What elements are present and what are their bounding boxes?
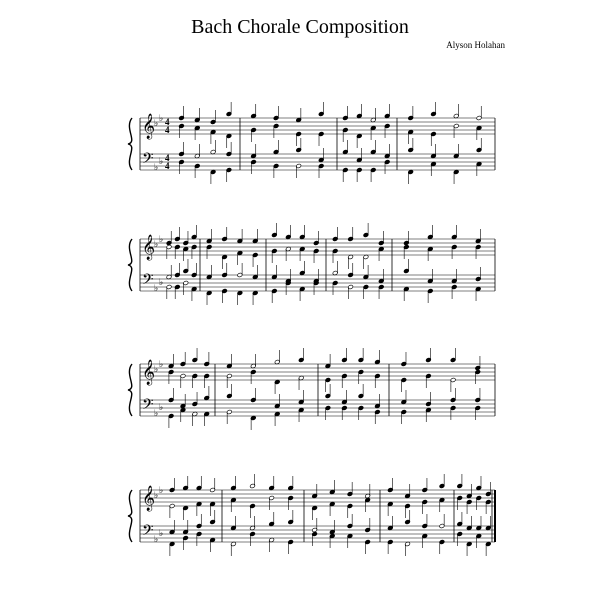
flat-icon: ♭ (159, 235, 164, 245)
flat-icon: ♭ (159, 360, 164, 370)
flat-icon: ♭ (154, 365, 159, 375)
time-signature: 4 (165, 161, 170, 171)
flat-icon: ♭ (159, 486, 164, 496)
treble-clef-icon: 𝄞 (142, 235, 156, 260)
brace (128, 118, 132, 170)
system-1 (128, 102, 495, 184)
flat-icon: ♭ (154, 491, 159, 501)
flat-icon: ♭ (154, 284, 159, 294)
treble-clef-icon: 𝄞 (142, 114, 156, 139)
flat-icon: ♭ (154, 119, 159, 129)
flat-icon: ♭ (159, 403, 164, 413)
time-signature: 4 (165, 117, 170, 127)
flat-icon: ♭ (159, 529, 164, 539)
treble-clef-icon: 𝄞 (142, 360, 156, 385)
time-signature: 4 (165, 153, 170, 163)
bass-clef-icon: 𝄢 (142, 271, 154, 292)
flat-icon: ♭ (159, 278, 164, 288)
bass-clef-icon: 𝄢 (142, 522, 154, 543)
page-title: Bach Chorale Composition (191, 16, 409, 38)
bass-clef-icon: 𝄢 (142, 396, 154, 417)
system-3 (128, 348, 495, 430)
treble-clef-icon: 𝄞 (142, 486, 156, 511)
flat-icon: ♭ (154, 163, 159, 173)
flat-icon: ♭ (159, 157, 164, 167)
time-signature: 4 (165, 125, 170, 135)
system-4 (128, 474, 495, 556)
brace (128, 490, 132, 542)
composer-name: Alyson Holahan (446, 40, 505, 50)
flat-icon: ♭ (154, 409, 159, 419)
brace (128, 239, 132, 291)
bass-clef-icon: 𝄢 (142, 150, 154, 171)
brace (128, 364, 132, 416)
flat-icon: ♭ (154, 535, 159, 545)
flat-icon: ♭ (159, 114, 164, 124)
system-2 (128, 223, 495, 305)
flat-icon: ♭ (154, 240, 159, 250)
